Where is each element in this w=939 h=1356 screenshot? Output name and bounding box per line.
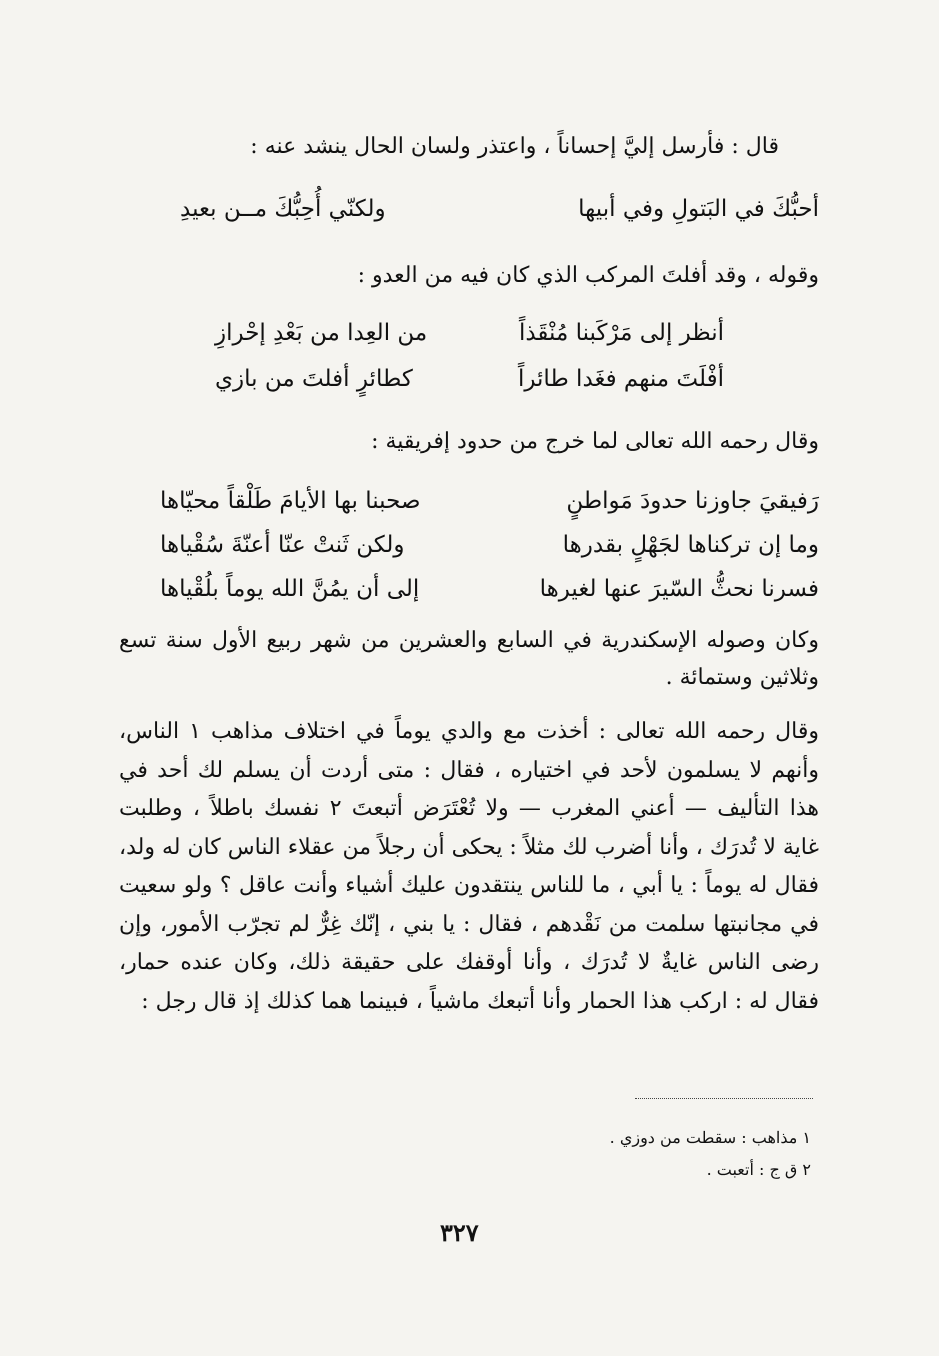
- verse-3b-second-hemistich: ولكن ثَنتْ عنّا أعنّةَ سُقْياها: [160, 532, 405, 558]
- footnote-separator: [635, 1098, 813, 1099]
- verse-3c-second-hemistich: إلى أن يمُنَّ الله يوماً بلُقْياها: [160, 576, 420, 602]
- verse-3a-first-hemistich: رَفيقيَ جاوزنا حدودَ مَواطنٍ: [566, 488, 819, 514]
- page-number: ٣٢٧: [440, 1218, 479, 1247]
- verse-2b-first-hemistich: أفْلَتَ منهم فغَدا طائراً: [517, 366, 724, 392]
- verse-1-first-hemistich: أحبُّكَ في البَتولِ وفي أبيها: [578, 196, 819, 222]
- intro-line-3: وقال رحمه الله تعالى لما خرج من حدود إفريقية :: [371, 429, 819, 454]
- verse-3b-first-hemistich: وما إن تركناها لجَهْلٍ بقدرها: [562, 532, 819, 558]
- intro-line-1: قال : فأرسل إليَّ إحساناً ، واعتذر ولسان الحال ينشد عنه :: [250, 134, 779, 159]
- verse-1-second-hemistich: ولكنّي أُحِبُّكَ مــن بعيدِ: [180, 196, 386, 222]
- verse-2a-second-hemistich: من العِدا من بَعْدِ إحْرازِ: [215, 320, 428, 346]
- intro-line-2: وقوله ، وقد أفلتَ المركب الذي كان فيه من العدو :: [357, 263, 819, 288]
- footnote-2: ٢ ق ج : أتعبت .: [706, 1160, 811, 1179]
- verse-3c-first-hemistich: فسرنا نحثُّ السّيرَ عنها لغيرها: [539, 576, 819, 602]
- paragraph-1: وكان وصوله الإسكندرية في السابع والعشرين من شهر ربيع الأول سنة تسع وثلاثين وستمائة .: [119, 628, 819, 690]
- footnote-1: ١ مذاهب : سقطت من دوزي .: [609, 1128, 811, 1147]
- verse-2b-second-hemistich: كطائرٍ أفلتَ من بازي: [215, 366, 413, 392]
- verse-2a-first-hemistich: أنظر إلى مَرْكَبنا مُنْقَذاً: [518, 320, 724, 346]
- verse-3a-second-hemistich: صحبنا بها الأيامَ طَلْقاً محيّاها: [160, 488, 421, 514]
- paragraph-2: وقال رحمه الله تعالى : أخذت مع والدي يوماً في اختلاف مذاهب ١ الناس، وأنهم لا يسلمون لأحد في اختياره ، فقال : متى أردت أن يسلم لك أحد في هذا التأليف — أعني المغرب — ولا تُعْتَرَض أتبعتَ ٢ نفسك باطلاً ، وطلبت غاية لا تُدرَك ، وأنا أضرب لك مثلاً : يحكى أن رجلاً من عقلاء الناس كان له ولد، فقال له يوماً : يا أبي ، ما للناس ينتقدون عليك أشياء وأنت عاقل ؟ ولو سعيت في مجانبتها سلمت من نَقْدهم ، فقال : يا بني ، إنّك غِرٌّ لم تجرّب الأمور، وإن رضى الناس غايةٌ لا تُدرَك ، وأنا أوقفك على حقيقة ذلك، وكان عنده حمار، فقال له : اركب هذا الحمار وأنا أتبعك ماشياً ، فبينما هما كذلك إذ قال رجل :: [118, 719, 820, 1014]
